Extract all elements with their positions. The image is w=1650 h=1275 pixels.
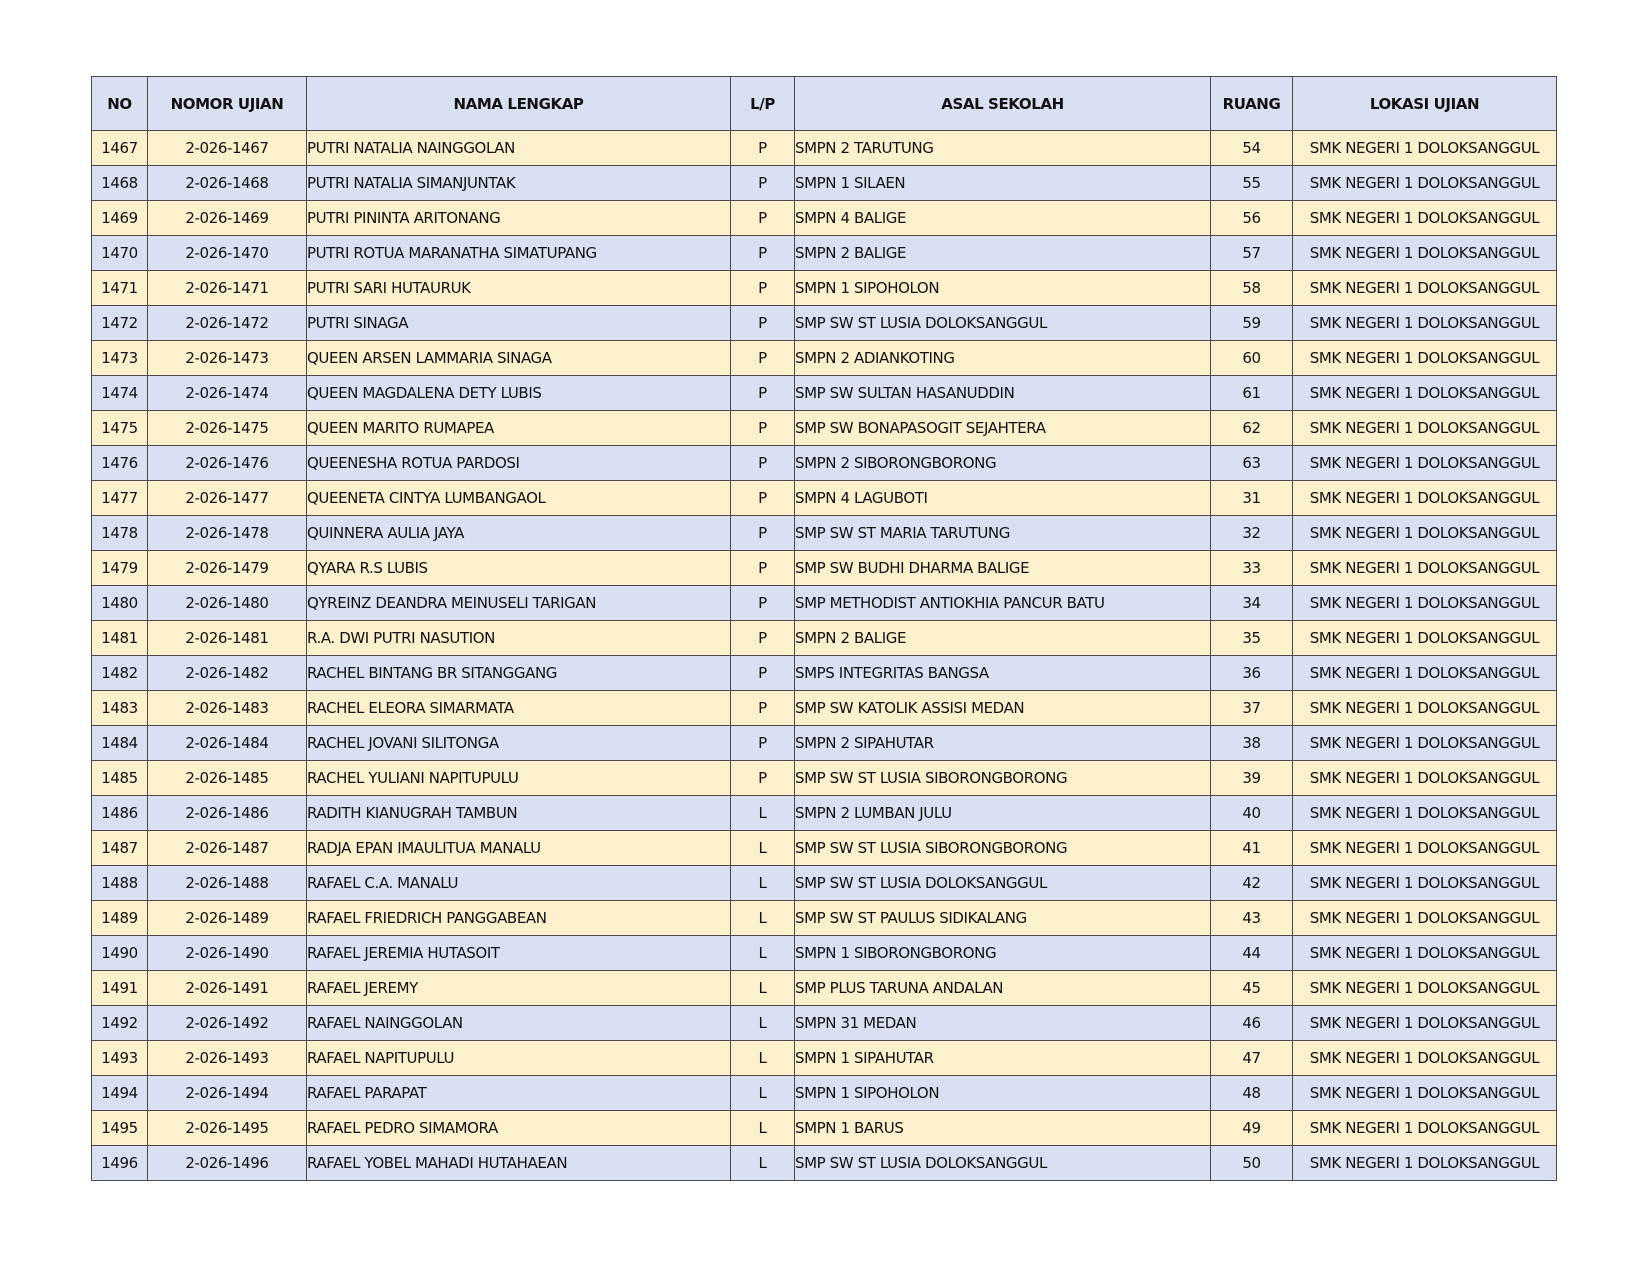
cell-ruang: 39 — [1211, 761, 1293, 796]
header-no: NO — [92, 77, 148, 131]
cell-nomor-ujian: 2-026-1488 — [148, 866, 307, 901]
cell-lokasi-ujian: SMK NEGERI 1 DOLOKSANGGUL — [1293, 1041, 1557, 1076]
cell-nama-lengkap: RAFAEL PEDRO SIMAMORA — [307, 1111, 731, 1146]
cell-no: 1478 — [92, 516, 148, 551]
cell-nama-lengkap: QYARA R.S LUBIS — [307, 551, 731, 586]
cell-no: 1485 — [92, 761, 148, 796]
cell-ruang: 50 — [1211, 1146, 1293, 1181]
cell-ruang: 43 — [1211, 901, 1293, 936]
cell-lp: P — [731, 656, 795, 691]
cell-ruang: 37 — [1211, 691, 1293, 726]
cell-ruang: 56 — [1211, 201, 1293, 236]
cell-lp: L — [731, 936, 795, 971]
cell-nama-lengkap: RAFAEL NAINGGOLAN — [307, 1006, 731, 1041]
cell-nomor-ujian: 2-026-1467 — [148, 131, 307, 166]
cell-asal-sekolah: SMPN 1 SIBORONGBORONG — [795, 936, 1211, 971]
cell-ruang: 49 — [1211, 1111, 1293, 1146]
cell-lokasi-ujian: SMK NEGERI 1 DOLOKSANGGUL — [1293, 971, 1557, 1006]
cell-lokasi-ujian: SMK NEGERI 1 DOLOKSANGGUL — [1293, 936, 1557, 971]
cell-nama-lengkap: RAFAEL NAPITUPULU — [307, 1041, 731, 1076]
cell-lokasi-ujian: SMK NEGERI 1 DOLOKSANGGUL — [1293, 201, 1557, 236]
cell-ruang: 44 — [1211, 936, 1293, 971]
cell-nomor-ujian: 2-026-1472 — [148, 306, 307, 341]
cell-lp: P — [731, 726, 795, 761]
cell-asal-sekolah: SMPN 1 BARUS — [795, 1111, 1211, 1146]
cell-lokasi-ujian: SMK NEGERI 1 DOLOKSANGGUL — [1293, 516, 1557, 551]
cell-nama-lengkap: RACHEL BINTANG BR SITANGGANG — [307, 656, 731, 691]
table-row — [92, 446, 1557, 481]
table-row — [92, 411, 1557, 446]
cell-asal-sekolah: SMPN 4 BALIGE — [795, 201, 1211, 236]
table-row — [92, 656, 1557, 691]
cell-asal-sekolah: SMPN 2 TARUTUNG — [795, 131, 1211, 166]
cell-no: 1480 — [92, 586, 148, 621]
cell-no: 1467 — [92, 131, 148, 166]
table-row — [92, 1076, 1557, 1111]
cell-no: 1473 — [92, 341, 148, 376]
cell-ruang: 58 — [1211, 271, 1293, 306]
cell-lokasi-ujian: SMK NEGERI 1 DOLOKSANGGUL — [1293, 376, 1557, 411]
cell-no: 1476 — [92, 446, 148, 481]
cell-ruang: 62 — [1211, 411, 1293, 446]
table-row — [92, 166, 1557, 201]
table-row — [92, 236, 1557, 271]
cell-lp: P — [731, 236, 795, 271]
table-row — [92, 1146, 1557, 1181]
cell-nama-lengkap: QUEEN MARITO RUMAPEA — [307, 411, 731, 446]
table-row — [92, 131, 1557, 166]
table-row — [92, 691, 1557, 726]
cell-ruang: 33 — [1211, 551, 1293, 586]
table-header — [92, 77, 1557, 131]
cell-lokasi-ujian: SMK NEGERI 1 DOLOKSANGGUL — [1293, 866, 1557, 901]
cell-lp: P — [731, 131, 795, 166]
cell-asal-sekolah: SMPN 2 BALIGE — [795, 621, 1211, 656]
cell-nama-lengkap: PUTRI PININTA ARITONANG — [307, 201, 731, 236]
cell-nomor-ujian: 2-026-1471 — [148, 271, 307, 306]
table-row — [92, 761, 1557, 796]
cell-asal-sekolah: SMP SW ST PAULUS SIDIKALANG — [795, 901, 1211, 936]
cell-nama-lengkap: QYREINZ DEANDRA MEINUSELI TARIGAN — [307, 586, 731, 621]
cell-nomor-ujian: 2-026-1483 — [148, 691, 307, 726]
cell-nomor-ujian: 2-026-1496 — [148, 1146, 307, 1181]
cell-asal-sekolah: SMP SW BUDHI DHARMA BALIGE — [795, 551, 1211, 586]
cell-asal-sekolah: SMP SW ST LUSIA DOLOKSANGGUL — [795, 1146, 1211, 1181]
cell-lokasi-ujian: SMK NEGERI 1 DOLOKSANGGUL — [1293, 1076, 1557, 1111]
cell-asal-sekolah: SMP METHODIST ANTIOKHIA PANCUR BATU — [795, 586, 1211, 621]
cell-ruang: 59 — [1211, 306, 1293, 341]
cell-no: 1483 — [92, 691, 148, 726]
cell-nama-lengkap: QUEEN ARSEN LAMMARIA SINAGA — [307, 341, 731, 376]
cell-ruang: 63 — [1211, 446, 1293, 481]
cell-nama-lengkap: RAFAEL JEREMY — [307, 971, 731, 1006]
cell-asal-sekolah: SMPN 2 BALIGE — [795, 236, 1211, 271]
cell-nama-lengkap: RAFAEL C.A. MANALU — [307, 866, 731, 901]
cell-asal-sekolah: SMP SW ST LUSIA DOLOKSANGGUL — [795, 306, 1211, 341]
table-row — [92, 971, 1557, 1006]
cell-nomor-ujian: 2-026-1485 — [148, 761, 307, 796]
cell-lokasi-ujian: SMK NEGERI 1 DOLOKSANGGUL — [1293, 411, 1557, 446]
cell-nama-lengkap: QUEEN MAGDALENA DETY LUBIS — [307, 376, 731, 411]
cell-lp: P — [731, 411, 795, 446]
cell-nama-lengkap: PUTRI NATALIA NAINGGOLAN — [307, 131, 731, 166]
cell-lp: P — [731, 271, 795, 306]
cell-ruang: 35 — [1211, 621, 1293, 656]
cell-asal-sekolah: SMPN 1 SILAEN — [795, 166, 1211, 201]
cell-nomor-ujian: 2-026-1490 — [148, 936, 307, 971]
cell-nomor-ujian: 2-026-1486 — [148, 796, 307, 831]
cell-nama-lengkap: R.A. DWI PUTRI NASUTION — [307, 621, 731, 656]
cell-lokasi-ujian: SMK NEGERI 1 DOLOKSANGGUL — [1293, 761, 1557, 796]
cell-nomor-ujian: 2-026-1474 — [148, 376, 307, 411]
cell-no: 1484 — [92, 726, 148, 761]
cell-nomor-ujian: 2-026-1494 — [148, 1076, 307, 1111]
cell-no: 1469 — [92, 201, 148, 236]
cell-lokasi-ujian: SMK NEGERI 1 DOLOKSANGGUL — [1293, 726, 1557, 761]
cell-lp: P — [731, 761, 795, 796]
cell-lokasi-ujian: SMK NEGERI 1 DOLOKSANGGUL — [1293, 1146, 1557, 1181]
cell-lp: L — [731, 1041, 795, 1076]
table-row — [92, 271, 1557, 306]
cell-no: 1492 — [92, 1006, 148, 1041]
cell-lp: P — [731, 446, 795, 481]
cell-no: 1487 — [92, 831, 148, 866]
cell-asal-sekolah: SMP SW ST MARIA TARUTUNG — [795, 516, 1211, 551]
table-row — [92, 551, 1557, 586]
cell-lp: P — [731, 341, 795, 376]
cell-no: 1472 — [92, 306, 148, 341]
cell-no: 1494 — [92, 1076, 148, 1111]
cell-asal-sekolah: SMPN 1 SIPAHUTAR — [795, 1041, 1211, 1076]
cell-lp: P — [731, 551, 795, 586]
table-row — [92, 376, 1557, 411]
cell-lp: P — [731, 586, 795, 621]
cell-lokasi-ujian: SMK NEGERI 1 DOLOKSANGGUL — [1293, 1006, 1557, 1041]
cell-no: 1495 — [92, 1111, 148, 1146]
cell-nama-lengkap: RACHEL ELEORA SIMARMATA — [307, 691, 731, 726]
cell-lp: P — [731, 516, 795, 551]
cell-no: 1490 — [92, 936, 148, 971]
table-row — [92, 726, 1557, 761]
cell-nomor-ujian: 2-026-1480 — [148, 586, 307, 621]
cell-ruang: 38 — [1211, 726, 1293, 761]
cell-lp: L — [731, 971, 795, 1006]
cell-nama-lengkap: PUTRI NATALIA SIMANJUNTAK — [307, 166, 731, 201]
cell-asal-sekolah: SMPN 4 LAGUBOTI — [795, 481, 1211, 516]
cell-asal-sekolah: SMP SW BONAPASOGIT SEJAHTERA — [795, 411, 1211, 446]
cell-ruang: 57 — [1211, 236, 1293, 271]
cell-asal-sekolah: SMPN 1 SIPOHOLON — [795, 271, 1211, 306]
cell-lokasi-ujian: SMK NEGERI 1 DOLOKSANGGUL — [1293, 551, 1557, 586]
header-nama-lengkap: NAMA LENGKAP — [307, 77, 731, 131]
cell-asal-sekolah: SMP SW ST LUSIA SIBORONGBORONG — [795, 761, 1211, 796]
table-row — [92, 306, 1557, 341]
cell-nama-lengkap: QUEENETA CINTYA LUMBANGAOL — [307, 481, 731, 516]
cell-lp: L — [731, 831, 795, 866]
exam-participant-table — [91, 76, 1557, 1181]
cell-nama-lengkap: QUINNERA AULIA JAYA — [307, 516, 731, 551]
cell-ruang: 45 — [1211, 971, 1293, 1006]
cell-no: 1470 — [92, 236, 148, 271]
cell-lokasi-ujian: SMK NEGERI 1 DOLOKSANGGUL — [1293, 656, 1557, 691]
cell-nama-lengkap: RAFAEL JEREMIA HUTASOIT — [307, 936, 731, 971]
cell-lokasi-ujian: SMK NEGERI 1 DOLOKSANGGUL — [1293, 831, 1557, 866]
cell-nomor-ujian: 2-026-1479 — [148, 551, 307, 586]
cell-asal-sekolah: SMP SW ST LUSIA SIBORONGBORONG — [795, 831, 1211, 866]
header-nomor-ujian: NOMOR UJIAN — [148, 77, 307, 131]
cell-ruang: 31 — [1211, 481, 1293, 516]
cell-nama-lengkap: RADITH KIANUGRAH TAMBUN — [307, 796, 731, 831]
cell-lokasi-ujian: SMK NEGERI 1 DOLOKSANGGUL — [1293, 341, 1557, 376]
cell-lp: P — [731, 306, 795, 341]
cell-lokasi-ujian: SMK NEGERI 1 DOLOKSANGGUL — [1293, 901, 1557, 936]
cell-lp: P — [731, 201, 795, 236]
cell-lp: L — [731, 1006, 795, 1041]
cell-no: 1486 — [92, 796, 148, 831]
cell-nomor-ujian: 2-026-1478 — [148, 516, 307, 551]
cell-ruang: 48 — [1211, 1076, 1293, 1111]
cell-asal-sekolah: SMPS INTEGRITAS BANGSA — [795, 656, 1211, 691]
cell-no: 1488 — [92, 866, 148, 901]
cell-asal-sekolah: SMP SW ST LUSIA DOLOKSANGGUL — [795, 866, 1211, 901]
cell-nomor-ujian: 2-026-1482 — [148, 656, 307, 691]
cell-lokasi-ujian: SMK NEGERI 1 DOLOKSANGGUL — [1293, 166, 1557, 201]
cell-no: 1482 — [92, 656, 148, 691]
cell-no: 1496 — [92, 1146, 148, 1181]
cell-ruang: 36 — [1211, 656, 1293, 691]
cell-nama-lengkap: PUTRI SINAGA — [307, 306, 731, 341]
cell-no: 1481 — [92, 621, 148, 656]
cell-asal-sekolah: SMP SW KATOLIK ASSISI MEDAN — [795, 691, 1211, 726]
cell-lokasi-ujian: SMK NEGERI 1 DOLOKSANGGUL — [1293, 796, 1557, 831]
table-row — [92, 1006, 1557, 1041]
table-row — [92, 1041, 1557, 1076]
table-row — [92, 516, 1557, 551]
table-row — [92, 481, 1557, 516]
cell-ruang: 46 — [1211, 1006, 1293, 1041]
cell-ruang: 42 — [1211, 866, 1293, 901]
table-row — [92, 866, 1557, 901]
cell-ruang: 55 — [1211, 166, 1293, 201]
cell-lokasi-ujian: SMK NEGERI 1 DOLOKSANGGUL — [1293, 586, 1557, 621]
cell-nomor-ujian: 2-026-1481 — [148, 621, 307, 656]
cell-asal-sekolah: SMP PLUS TARUNA ANDALAN — [795, 971, 1211, 1006]
cell-nomor-ujian: 2-026-1493 — [148, 1041, 307, 1076]
cell-ruang: 40 — [1211, 796, 1293, 831]
table-row — [92, 901, 1557, 936]
cell-lokasi-ujian: SMK NEGERI 1 DOLOKSANGGUL — [1293, 236, 1557, 271]
cell-lp: P — [731, 691, 795, 726]
cell-ruang: 60 — [1211, 341, 1293, 376]
header-asal-sekolah: ASAL SEKOLAH — [795, 77, 1211, 131]
cell-lp: L — [731, 796, 795, 831]
cell-nama-lengkap: RAFAEL FRIEDRICH PANGGABEAN — [307, 901, 731, 936]
cell-nama-lengkap: RADJA EPAN IMAULITUA MANALU — [307, 831, 731, 866]
cell-no: 1468 — [92, 166, 148, 201]
cell-no: 1475 — [92, 411, 148, 446]
table-row — [92, 831, 1557, 866]
cell-nomor-ujian: 2-026-1473 — [148, 341, 307, 376]
cell-no: 1477 — [92, 481, 148, 516]
cell-lokasi-ujian: SMK NEGERI 1 DOLOKSANGGUL — [1293, 621, 1557, 656]
cell-lokasi-ujian: SMK NEGERI 1 DOLOKSANGGUL — [1293, 691, 1557, 726]
table-row — [92, 201, 1557, 236]
cell-lokasi-ujian: SMK NEGERI 1 DOLOKSANGGUL — [1293, 131, 1557, 166]
cell-ruang: 47 — [1211, 1041, 1293, 1076]
table-body — [92, 131, 1557, 1181]
cell-no: 1471 — [92, 271, 148, 306]
cell-nomor-ujian: 2-026-1476 — [148, 446, 307, 481]
cell-nomor-ujian: 2-026-1491 — [148, 971, 307, 1006]
cell-nomor-ujian: 2-026-1495 — [148, 1111, 307, 1146]
cell-lokasi-ujian: SMK NEGERI 1 DOLOKSANGGUL — [1293, 446, 1557, 481]
cell-asal-sekolah: SMPN 2 LUMBAN JULU — [795, 796, 1211, 831]
cell-nama-lengkap: RAFAEL YOBEL MAHADI HUTAHAEAN — [307, 1146, 731, 1181]
cell-no: 1491 — [92, 971, 148, 1006]
cell-nomor-ujian: 2-026-1468 — [148, 166, 307, 201]
cell-nomor-ujian: 2-026-1487 — [148, 831, 307, 866]
cell-ruang: 61 — [1211, 376, 1293, 411]
cell-lokasi-ujian: SMK NEGERI 1 DOLOKSANGGUL — [1293, 271, 1557, 306]
cell-no: 1479 — [92, 551, 148, 586]
cell-ruang: 32 — [1211, 516, 1293, 551]
cell-lp: L — [731, 866, 795, 901]
cell-nama-lengkap: RAFAEL PARAPAT — [307, 1076, 731, 1111]
cell-asal-sekolah: SMPN 2 SIPAHUTAR — [795, 726, 1211, 761]
cell-nama-lengkap: QUEENESHA ROTUA PARDOSI — [307, 446, 731, 481]
cell-nama-lengkap: RACHEL YULIANI NAPITUPULU — [307, 761, 731, 796]
cell-ruang: 54 — [1211, 131, 1293, 166]
cell-asal-sekolah: SMPN 2 ADIANKOTING — [795, 341, 1211, 376]
cell-ruang: 34 — [1211, 586, 1293, 621]
table-row — [92, 796, 1557, 831]
cell-nomor-ujian: 2-026-1475 — [148, 411, 307, 446]
header-row — [92, 77, 1557, 131]
cell-nomor-ujian: 2-026-1469 — [148, 201, 307, 236]
cell-no: 1489 — [92, 901, 148, 936]
cell-asal-sekolah: SMPN 2 SIBORONGBORONG — [795, 446, 1211, 481]
header-ruang: RUANG — [1211, 77, 1293, 131]
table-row — [92, 621, 1557, 656]
cell-lokasi-ujian: SMK NEGERI 1 DOLOKSANGGUL — [1293, 306, 1557, 341]
cell-asal-sekolah: SMPN 1 SIPOHOLON — [795, 1076, 1211, 1111]
cell-lp: P — [731, 166, 795, 201]
header-lokasi-ujian: LOKASI UJIAN — [1293, 77, 1557, 131]
cell-lp: L — [731, 901, 795, 936]
cell-no: 1474 — [92, 376, 148, 411]
cell-nomor-ujian: 2-026-1477 — [148, 481, 307, 516]
cell-lp: P — [731, 481, 795, 516]
cell-lp: L — [731, 1076, 795, 1111]
header-lp: L/P — [731, 77, 795, 131]
cell-asal-sekolah: SMPN 31 MEDAN — [795, 1006, 1211, 1041]
cell-lp: L — [731, 1146, 795, 1181]
table-row — [92, 341, 1557, 376]
cell-ruang: 41 — [1211, 831, 1293, 866]
cell-no: 1493 — [92, 1041, 148, 1076]
cell-asal-sekolah: SMP SW SULTAN HASANUDDIN — [795, 376, 1211, 411]
cell-nomor-ujian: 2-026-1484 — [148, 726, 307, 761]
cell-nama-lengkap: PUTRI SARI HUTAURUK — [307, 271, 731, 306]
cell-lp: L — [731, 1111, 795, 1146]
cell-nomor-ujian: 2-026-1489 — [148, 901, 307, 936]
cell-nama-lengkap: PUTRI ROTUA MARANATHA SIMATUPANG — [307, 236, 731, 271]
cell-nama-lengkap: RACHEL JOVANI SILITONGA — [307, 726, 731, 761]
cell-lokasi-ujian: SMK NEGERI 1 DOLOKSANGGUL — [1293, 481, 1557, 516]
table-row — [92, 1111, 1557, 1146]
cell-nomor-ujian: 2-026-1470 — [148, 236, 307, 271]
table-row — [92, 936, 1557, 971]
cell-nomor-ujian: 2-026-1492 — [148, 1006, 307, 1041]
cell-lp: P — [731, 621, 795, 656]
table-row — [92, 586, 1557, 621]
cell-lokasi-ujian: SMK NEGERI 1 DOLOKSANGGUL — [1293, 1111, 1557, 1146]
cell-lp: P — [731, 376, 795, 411]
